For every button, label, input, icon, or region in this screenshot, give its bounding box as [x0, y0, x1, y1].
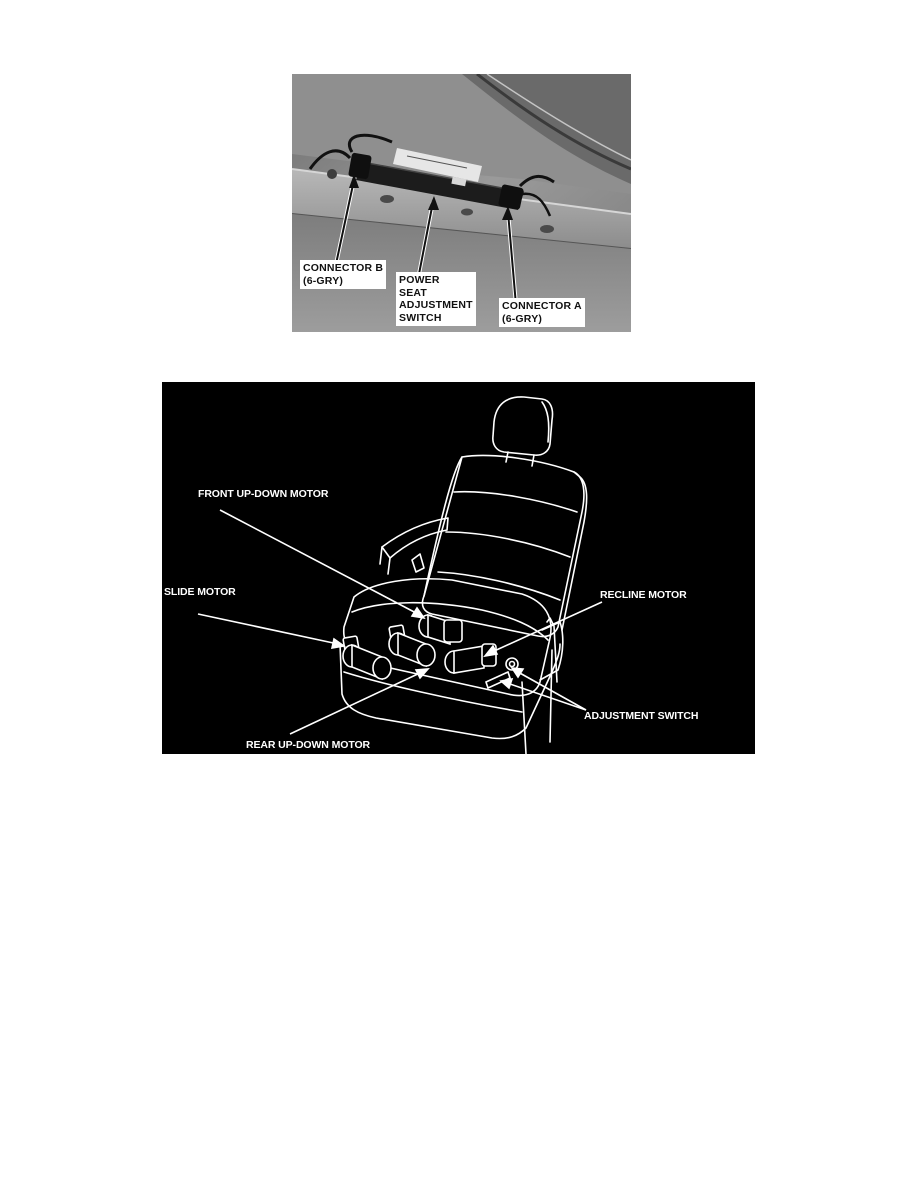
armrest-outline — [382, 518, 448, 558]
connector-a-label: CONNECTOR A (6-GRY) — [499, 298, 585, 327]
recline-motor-label: RECLINE MOTOR — [600, 589, 687, 601]
seat-motor-diagram — [162, 382, 755, 754]
power-seat-switch-label: POWER SEAT ADJUSTMENT SWITCH — [396, 272, 476, 326]
front-up-down-motor-label: FRONT UP-DOWN MOTOR — [198, 488, 329, 500]
adjustment-switch-label: ADJUSTMENT SWITCH — [584, 710, 699, 722]
connector-b-label: CONNECTOR B (6-GRY) — [300, 260, 386, 289]
rear-up-down-motor-label: REAR UP-DOWN MOTOR — [246, 739, 371, 751]
slide-motor-label: SLIDE MOTOR — [164, 586, 236, 598]
seat-switch-photo — [292, 74, 631, 332]
leader-lines — [198, 510, 602, 734]
seatback-outline — [422, 455, 584, 636]
seat-line-art — [162, 382, 755, 754]
